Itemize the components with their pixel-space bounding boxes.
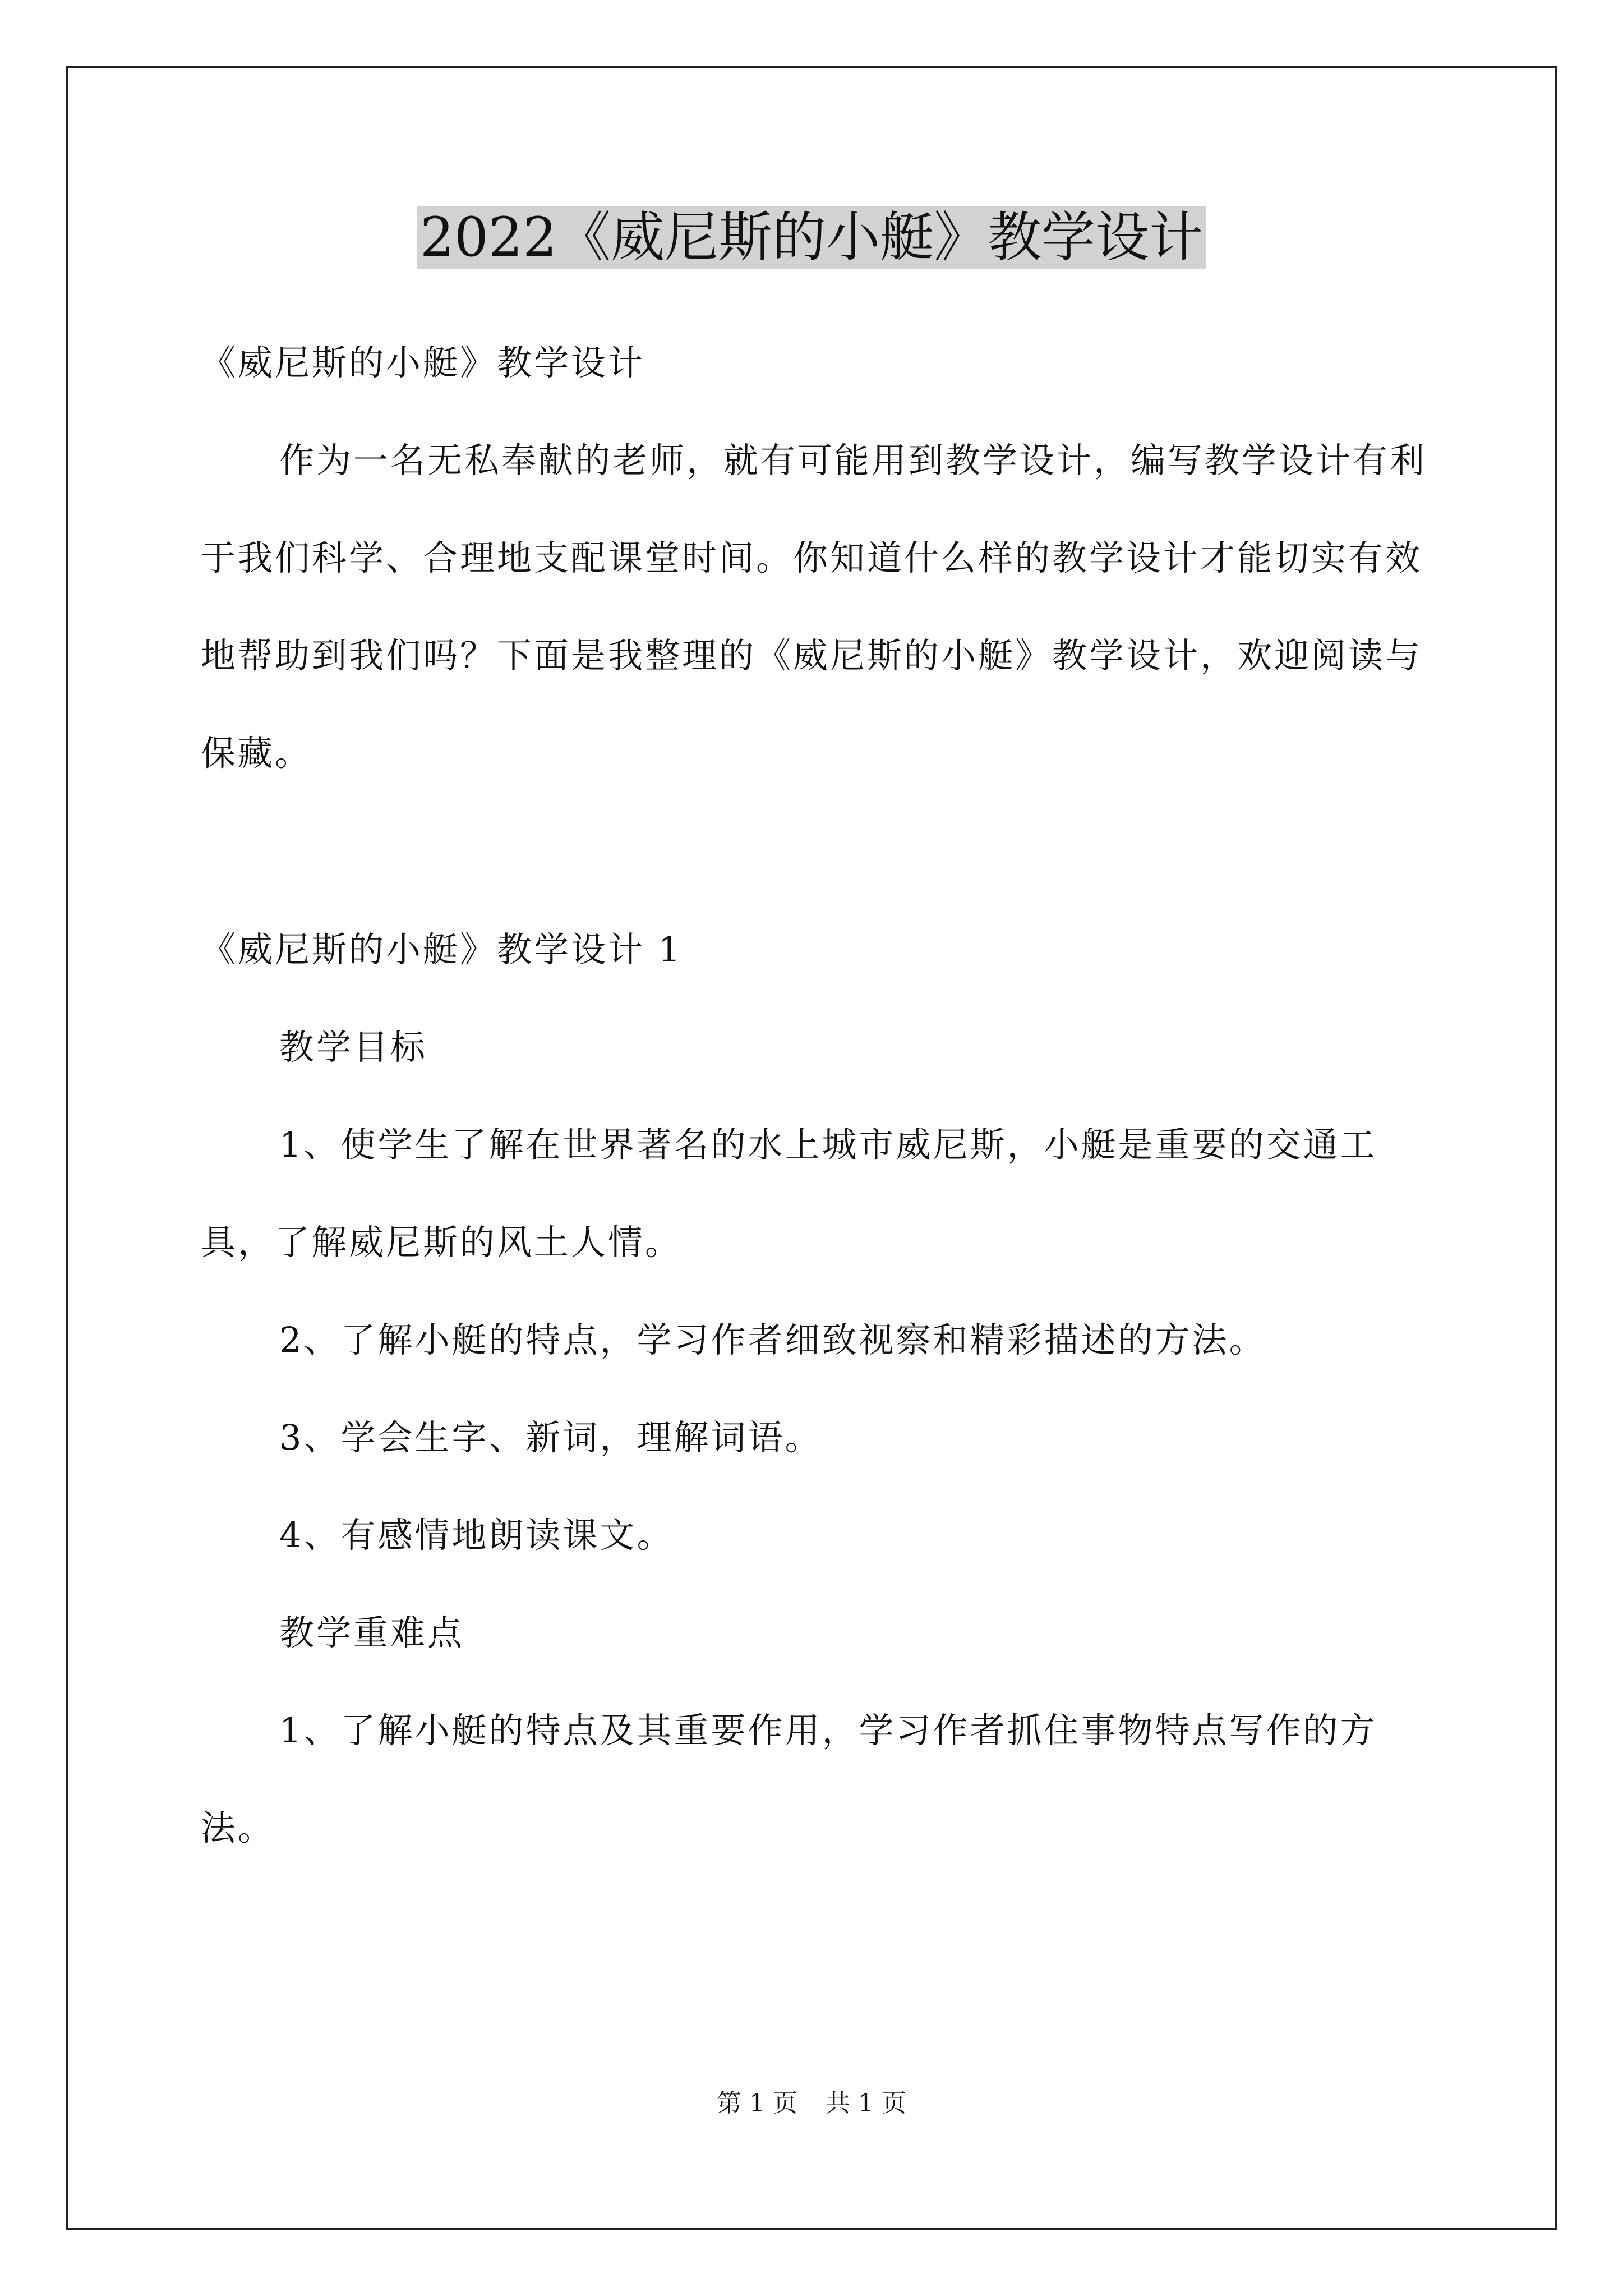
page-number: 第 1 页: [717, 2089, 797, 2118]
document-body: [201, 314, 1430, 1877]
key-difficulties-heading: 教学重难点: [279, 1612, 465, 1653]
goal-item-3: 3、学会生字、新词，理解词语。: [279, 1417, 822, 1458]
section-heading: 《威尼斯的小艇》教学设计 1: [201, 929, 683, 970]
teaching-goals-heading: 教学目标: [279, 1027, 428, 1068]
document-title-text: 2022《威尼斯的小艇》教学设计: [417, 206, 1206, 269]
goal-item-2: 2、了解小艇的特点，学习作者细致视察和精彩描述的方法。: [279, 1319, 1266, 1360]
subtitle: 《威尼斯的小艇》教学设计: [201, 342, 645, 383]
difficulty-item-1: 1、了解小艇的特点及其重要作用，学习作者抓住事物特点写作的方法。: [201, 1710, 1377, 1848]
page-total: 共 1 页: [826, 2089, 906, 2118]
document-title: [0, 199, 1623, 275]
page-footer: [0, 2087, 1623, 2120]
goal-item-1: 1、使学生了解在世界著名的水上城市威尼斯，小艇是重要的交通工具，了解威尼斯的风土人情。: [201, 1124, 1377, 1263]
intro-paragraph: 作为一名无私奉献的老师，就有可能用到教学设计，编写教学设计有利于我们科学、合理地支配课堂时间。你知道什么样的教学设计才能切实有效地帮助到我们吗？下面是我整理的《威尼斯的小艇》教学设计，欢迎阅读与保藏。: [201, 440, 1427, 774]
goal-item-4: 4、有感情地朗读课文。: [279, 1515, 674, 1556]
